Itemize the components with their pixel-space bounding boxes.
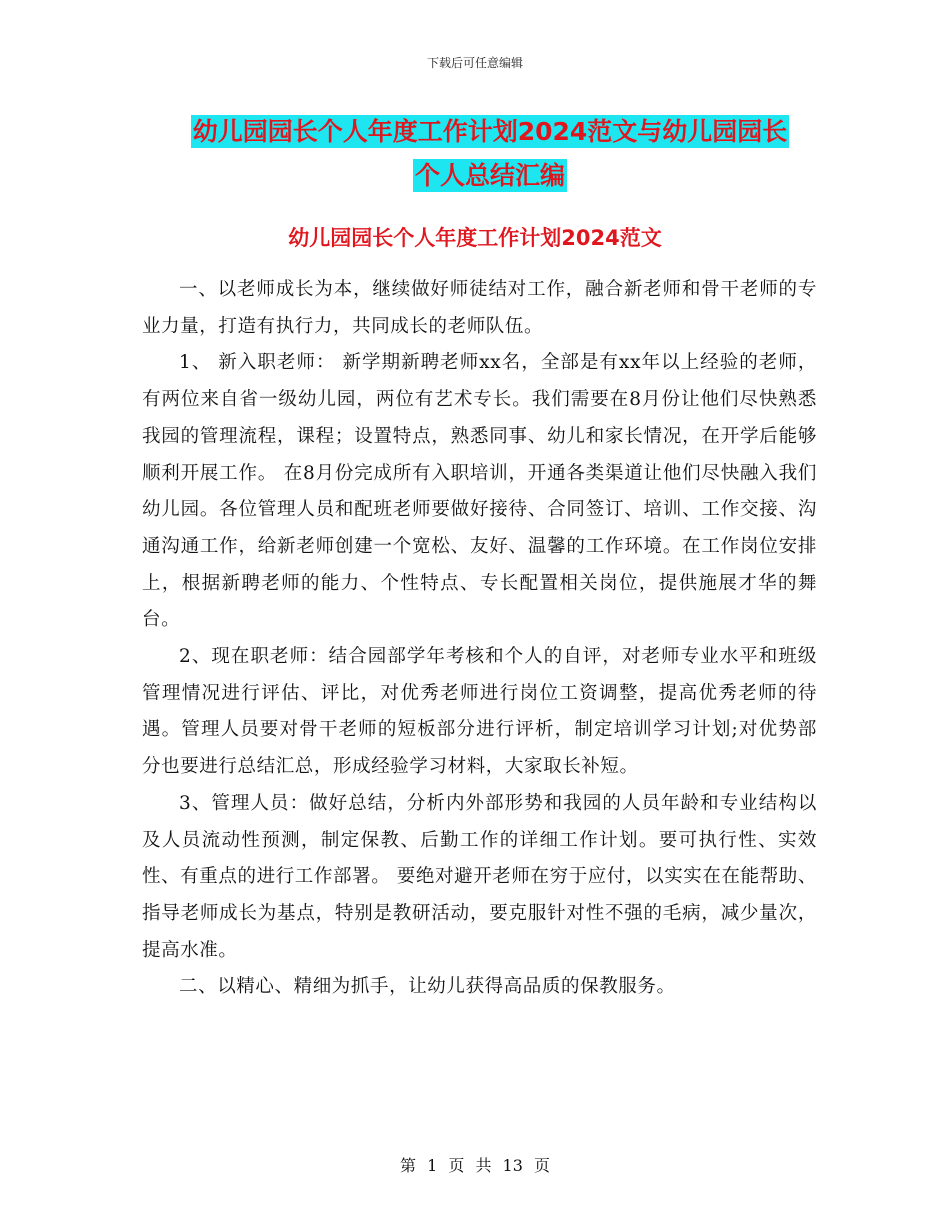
- paragraph: 二、以精心、精细为抓手，让幼儿获得高品质的保教服务。: [179, 976, 676, 998]
- document-title-line1: 幼儿园园长个人年度工作计划2024范文与幼儿园园长: [192, 117, 788, 146]
- section-title: 幼儿园园长个人年度工作计划2024范文: [288, 226, 662, 250]
- paragraph: 2、现在职老师：结合园部学年考核和个人的自评，对老师专业水平和班级管理情况进行评估、评比，对优秀老师进行岗位工资调整，提高优秀老师的待遇。管理人员要对骨干老师的短板部分进行评析，制定培训学习计划;对优势部分也要进行总结汇总，形成经验学习材料，大家取长补短。: [142, 646, 817, 778]
- paragraph: 一、以老师成长为本，继续做好师徒结对工作，融合新老师和骨干老师的专业力量，打造有执行力，共同成长的老师队伍。: [142, 279, 817, 337]
- paragraph: 1、 新入职老师： 新学期新聘老师xx名，全部是有xx年以上经验的老师，有两位来自省一级幼儿园，两位有艺术专长。我们需要在8月份让他们尽快熟悉我园的管理流程，课程；设置特点，熟悉同事、幼儿和家长情况，在开学后能够顺利开展工作。 在8月份完成所有入职培训，开通各类渠道让他们尽快融入我们幼儿园。各位管理人员和配班老师要做好接待、合同签订、培训、工作交接、沟通沟通工作，给新老师创建一个宽松、友好、温馨的工作环境。在工作岗位安排上，根据新聘老师的能力、个性特点、专长配置相关岗位，提供施展才华的舞台。: [142, 352, 817, 631]
- document-title-line2: 个人总结汇编: [414, 161, 565, 190]
- document-title: [150, 110, 830, 198]
- document-body: [142, 272, 817, 1006]
- page-number: 第 1 页 共 13 页: [400, 1156, 550, 1175]
- paragraph: 3、管理人员：做好总结，分析内外部形势和我园的人员年龄和专业结构以及人员流动性预测，制定保教、后勤工作的详细工作计划。要可执行性、实效性、有重点的进行工作部署。 要绝对避开老师在穷于应付，以实实在在能帮助、指导老师成长为基点，特别是教研活动，要克服针对性不强的毛病，减少量次，提高水准。: [142, 792, 817, 961]
- header-note: 下载后可任意编辑: [426, 56, 523, 70]
